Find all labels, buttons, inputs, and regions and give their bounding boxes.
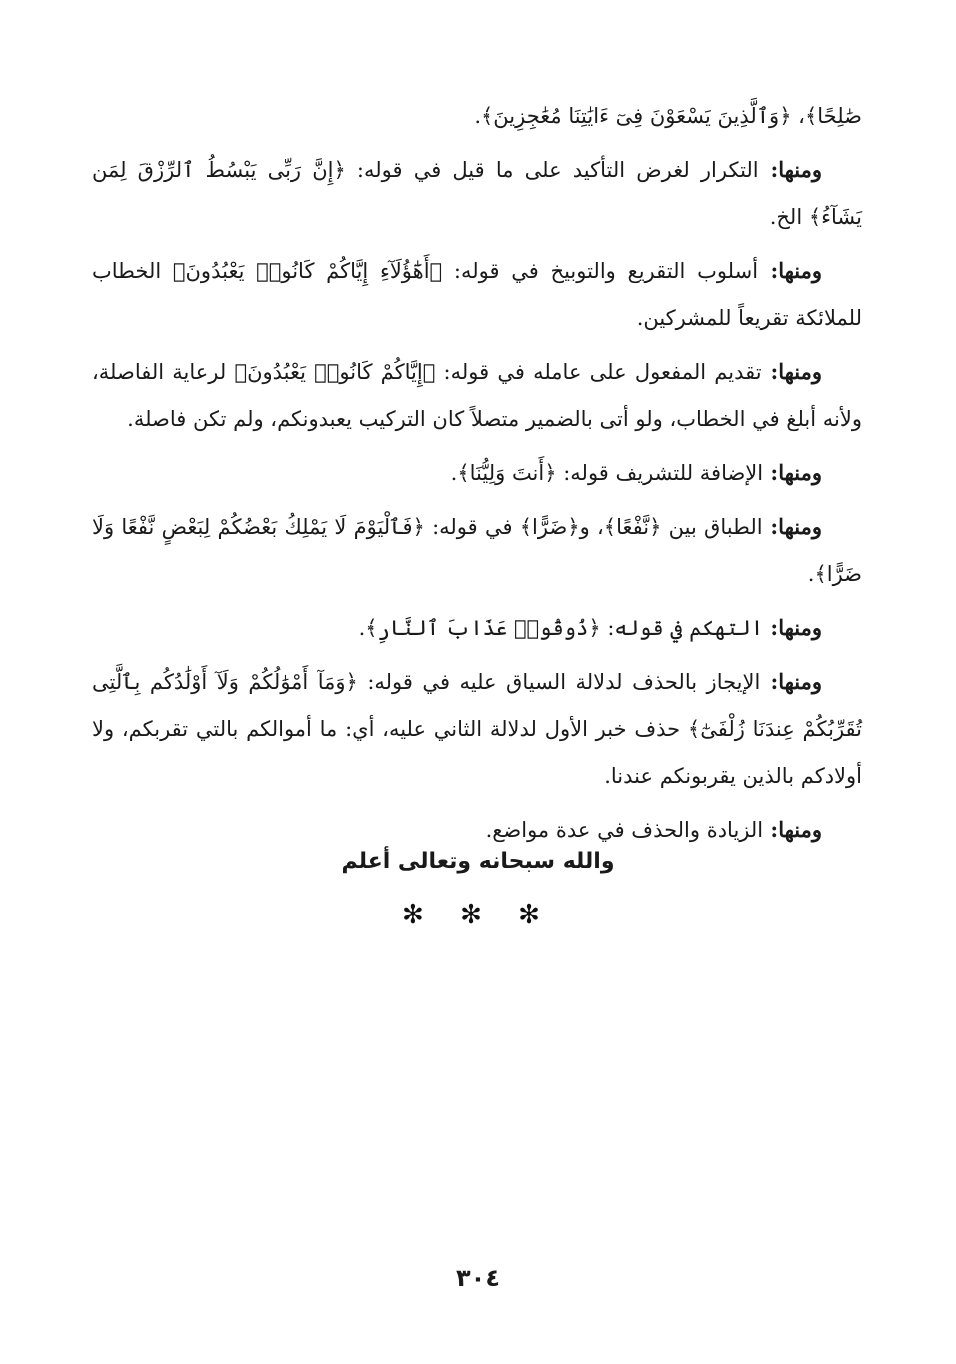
paragraph-4 [92,348,862,443]
paragraph-lead: ومنها: [761,359,822,384]
page-body [92,92,862,860]
paragraph-text: الإضافة للتشريف قوله: ﴿أَنتَ وَلِيُّنَا﴾. [450,461,764,485]
paragraph-text: التكرار لغرض التأكيد على ما قيل في قوله: ﴿إِنَّ رَبِّى يَبْسُطُ ٱلرِّزْقَ لِمَن يَشَآءُ﴾ الخ. [92,158,862,229]
paragraph-lead: ومنها: [763,460,822,485]
paragraph-3 [92,247,862,342]
paragraph-8 [92,658,862,800]
paragraph-text: الطباق بين ﴿نَّفْعًا﴾، و﴿ضَرًّا﴾ في قوله: ﴿فَٱلْيَوْمَ لَا يَمْلِكُ بَعْضُكُمْ لِبَعْضٍ نَّفْعًا وَلَا ضَرًّا﴾. [92,515,862,586]
paragraph-6 [92,503,862,598]
paragraph-text: الزيادة والحذف في عدة مواضع. [485,818,764,842]
paragraph-2 [92,146,862,241]
closing-phrase: والله سبحانه وتعالى أعلم [341,849,615,874]
paragraph-lead: ومنها: [762,514,822,539]
section-separator: ✻ ✻ ✻ [402,900,554,930]
paragraph-lead: ومنها: [763,615,822,640]
paragraph-text: الإيجاز بالحذف لدلالة السياق عليه في قوله: ﴿وَمَآ أَمْوَٰلُكُمْ وَلَآ أَوْلَٰدُكُم بِٱلَّتِى تُقَرِّبُكُمْ عِندَنَا زُلْفَىٰٓ﴾ حذف خبر الأول لدلالة الثاني عليه، أي: ما أموالكم بالتي تقربكم، ولا أولادكم بالذين يقربونكم عندنا. [92,670,862,788]
paragraph-text: صَٰلِحًا﴾، ﴿وَٱلَّذِينَ يَسْعَوْنَ فِىٓ ءَايَٰتِنَا مُعَٰجِزِينَ﴾. [474,104,862,128]
paragraph-text: التهكم في قوله: ﴿ذُوقُوا۟ عَذَابَ ٱلنَّارِ﴾. [358,616,764,640]
paragraph-5 [92,449,862,497]
paragraph-1 [92,92,862,140]
page-number: ٣٠٤ [456,1264,500,1292]
paragraph-7 [92,604,862,652]
paragraph-lead: ومنها: [763,817,822,842]
paragraph-lead: ومنها: [758,157,823,182]
paragraph-text: أسلوب التقريع والتوبيخ في قوله: ﴿أَهَٰٓؤُلَآءِ إِيَّاكُمْ كَانُوا۟ يَعْبُدُونَ﴾ الخطاب للملائكة تقريعاً للمشركين. [92,259,862,330]
paragraph-lead: ومنها: [760,669,822,694]
paragraph-lead: ومنها: [758,258,823,283]
paragraph-text: تقديم المفعول على عامله في قوله: ﴿إِيَّاكُمْ كَانُوا۟ يَعْبُدُونَ﴾ لرعاية الفاصلة، ولأنه أبلغ في الخطاب، ولو أتى بالضمير متصلاً كان التركيب يعبدونكم، ولم تكن فاصلة. [92,360,862,431]
